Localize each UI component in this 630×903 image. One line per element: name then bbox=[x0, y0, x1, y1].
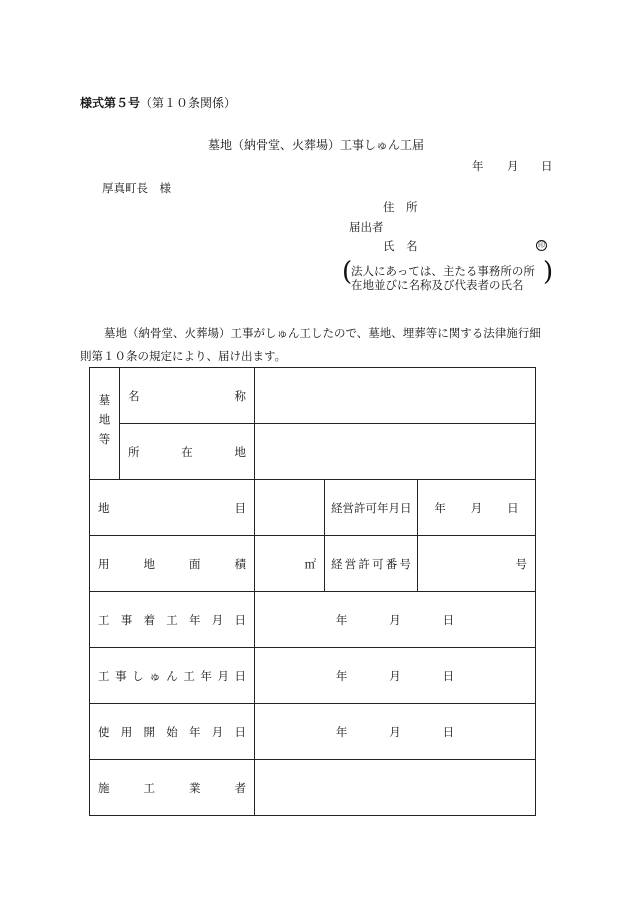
month-label: 月 bbox=[507, 159, 519, 173]
permit-no-unit: 号 bbox=[515, 556, 528, 571]
applicant-label: 届出者 bbox=[349, 220, 384, 234]
table-row bbox=[90, 424, 536, 480]
table-row bbox=[90, 368, 536, 424]
area-label-cell: 用 地 面 積 bbox=[90, 536, 255, 592]
name-char-2: 称 bbox=[234, 388, 246, 403]
contractor-label-cell: 施 工 業 者 bbox=[90, 760, 255, 816]
use-start-label-cell: 使 用 開 始 年 月 日 bbox=[90, 704, 255, 760]
use-start-date-field[interactable]: 年 月 日 bbox=[255, 704, 536, 760]
form-title: 墓地（納骨堂、火葬場）工事しゅん工届 bbox=[208, 138, 425, 152]
start-label-cell: 工 事 着 工 年 月 日 bbox=[90, 592, 255, 648]
day-label: 日 bbox=[541, 159, 553, 173]
area-unit: ㎡ bbox=[304, 556, 316, 571]
table-row bbox=[90, 760, 536, 816]
chimoku-label-cell: 地 目 bbox=[90, 480, 255, 536]
permit-date-label: 経営許可年月日 bbox=[331, 500, 412, 515]
completion-label-cell: 工 事 し ゅ ん 工 年 月 日 bbox=[90, 648, 255, 704]
address-label: 住 所 bbox=[383, 200, 418, 214]
name-char-1: 名 bbox=[128, 388, 140, 403]
permit-date-value-field[interactable]: 年 月 日 bbox=[418, 480, 536, 536]
right-paren-icon: ) bbox=[543, 257, 554, 287]
name-label: 氏 名 bbox=[383, 239, 418, 253]
left-paren-icon: ( bbox=[342, 257, 353, 287]
table-row bbox=[90, 648, 536, 704]
table-row bbox=[90, 536, 536, 592]
name-label-cell bbox=[120, 368, 255, 424]
year-label: 年 bbox=[472, 159, 484, 173]
bochi-label: 墓地等 bbox=[97, 394, 112, 453]
table-row bbox=[90, 704, 536, 760]
addressee: 厚真町長 様 bbox=[102, 181, 171, 195]
permit-no-value-field[interactable] bbox=[418, 536, 536, 592]
form-number: 様式第５号（第１０条関係） bbox=[80, 96, 237, 110]
bochi-cell bbox=[90, 368, 120, 480]
permit-no-label-cell: 経 営 許 可 番 号 bbox=[325, 536, 418, 592]
location-label-cell: 所 在 地 bbox=[120, 424, 255, 480]
start-date-field[interactable]: 年 月 日 bbox=[255, 592, 536, 648]
note-line-2: 在地並びに名称及び代表者の氏名 bbox=[351, 278, 524, 292]
completion-date-field[interactable]: 年 月 日 bbox=[255, 648, 536, 704]
note-line-1: 法人にあっては、主たる事務所の所 bbox=[351, 264, 535, 278]
chimoku-value-field[interactable] bbox=[255, 480, 325, 536]
contractor-value-field[interactable] bbox=[255, 760, 536, 816]
registration-table bbox=[89, 367, 536, 816]
area-value-field[interactable] bbox=[255, 536, 325, 592]
seal-icon: 印 bbox=[538, 241, 545, 249]
name-value-field[interactable] bbox=[255, 368, 536, 424]
table-row bbox=[90, 592, 536, 648]
body-statement: 墓地（納骨堂、火葬場）工事がしゅん工したので、墓地、埋葬等に関する法律施行細則第１０条の規定により、届け出ます。 bbox=[80, 326, 541, 363]
table-row bbox=[90, 480, 536, 536]
permit-date-label-cell bbox=[325, 480, 418, 536]
location-value-field[interactable] bbox=[255, 424, 536, 480]
